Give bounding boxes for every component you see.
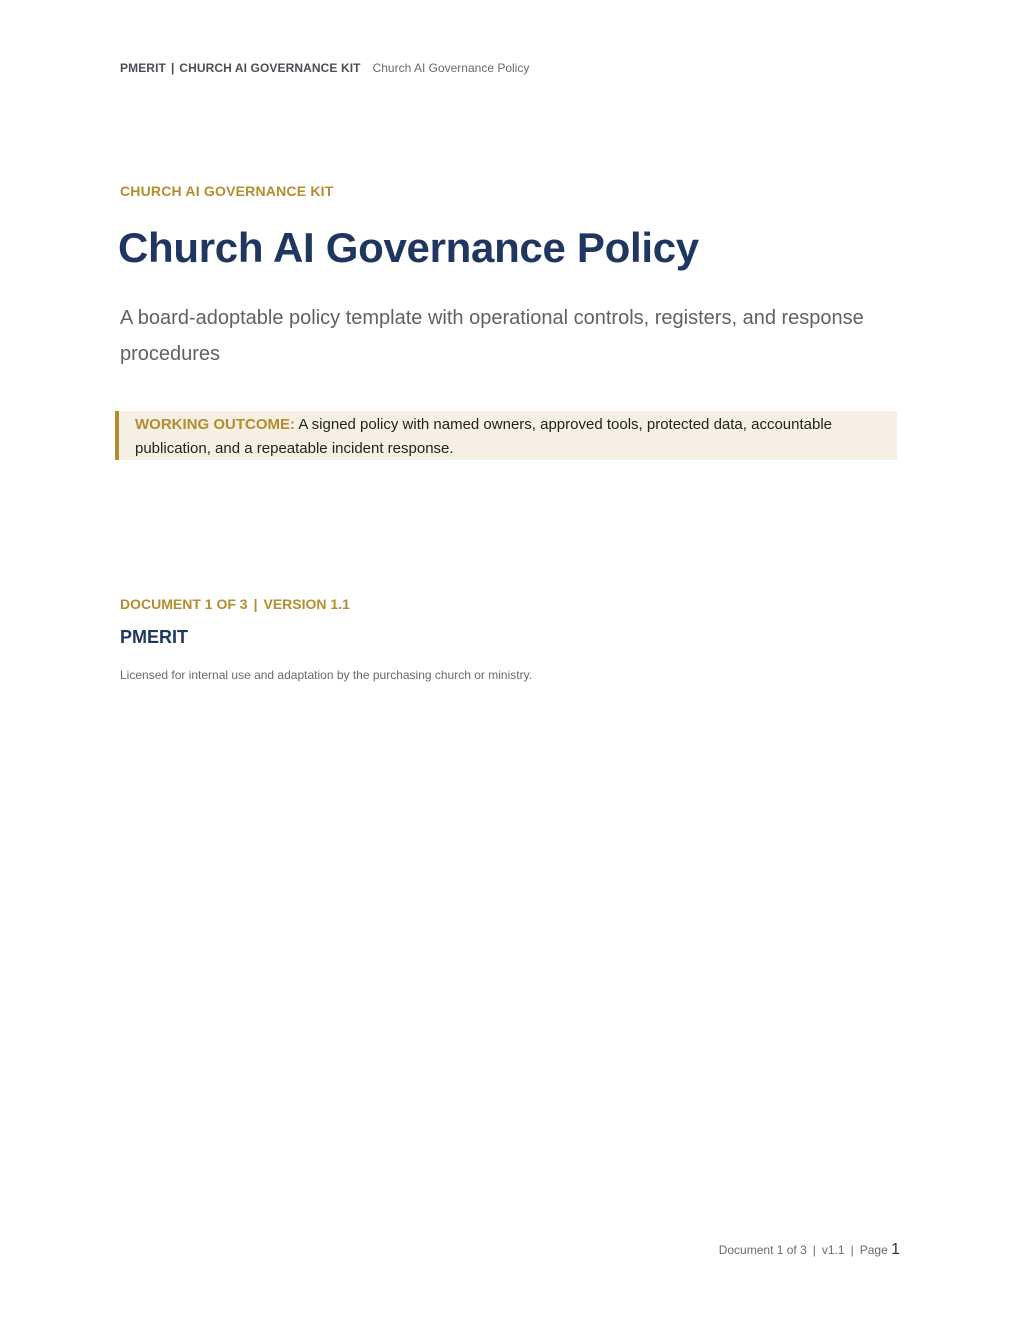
cover-kicker: CHURCH AI GOVERNANCE KIT (120, 183, 334, 199)
document-version: VERSION 1.1 (263, 596, 350, 612)
page-number: 1 (891, 1241, 900, 1258)
license-note: Licensed for internal use and adaptation by the purchasing church or ministry. (120, 668, 533, 682)
header-document-title: Church AI Governance Policy (372, 61, 530, 75)
footer-page-label: Page (859, 1243, 888, 1257)
footer-document: Document 1 of 3 (718, 1243, 807, 1257)
page-footer (719, 1240, 900, 1260)
header-kit-name: CHURCH AI GOVERNANCE KIT (179, 61, 361, 75)
cover-subtitle: A board-adoptable policy template with operational controls, registers, and response procedures (120, 307, 864, 365)
header-separator: | (170, 61, 175, 75)
callout-label: WORKING OUTCOME: (135, 416, 295, 433)
running-header (120, 60, 529, 76)
working-outcome-callout (115, 411, 897, 460)
footer-version: v1.1 (821, 1243, 845, 1257)
page-title: Church AI Governance Policy (118, 224, 699, 271)
header-brand: PMERIT (120, 61, 166, 75)
callout-text: A signed policy with named owners, approved tools, protected data, accountable publication, and a repeatable incident response. (135, 416, 832, 457)
document-meta (120, 595, 350, 613)
meta-separator: | (253, 596, 258, 612)
footer-separator: | (850, 1243, 854, 1257)
document-number: DOCUMENT 1 OF 3 (120, 596, 248, 612)
publisher-name: PMERIT (120, 627, 189, 647)
footer-separator: | (812, 1243, 816, 1257)
